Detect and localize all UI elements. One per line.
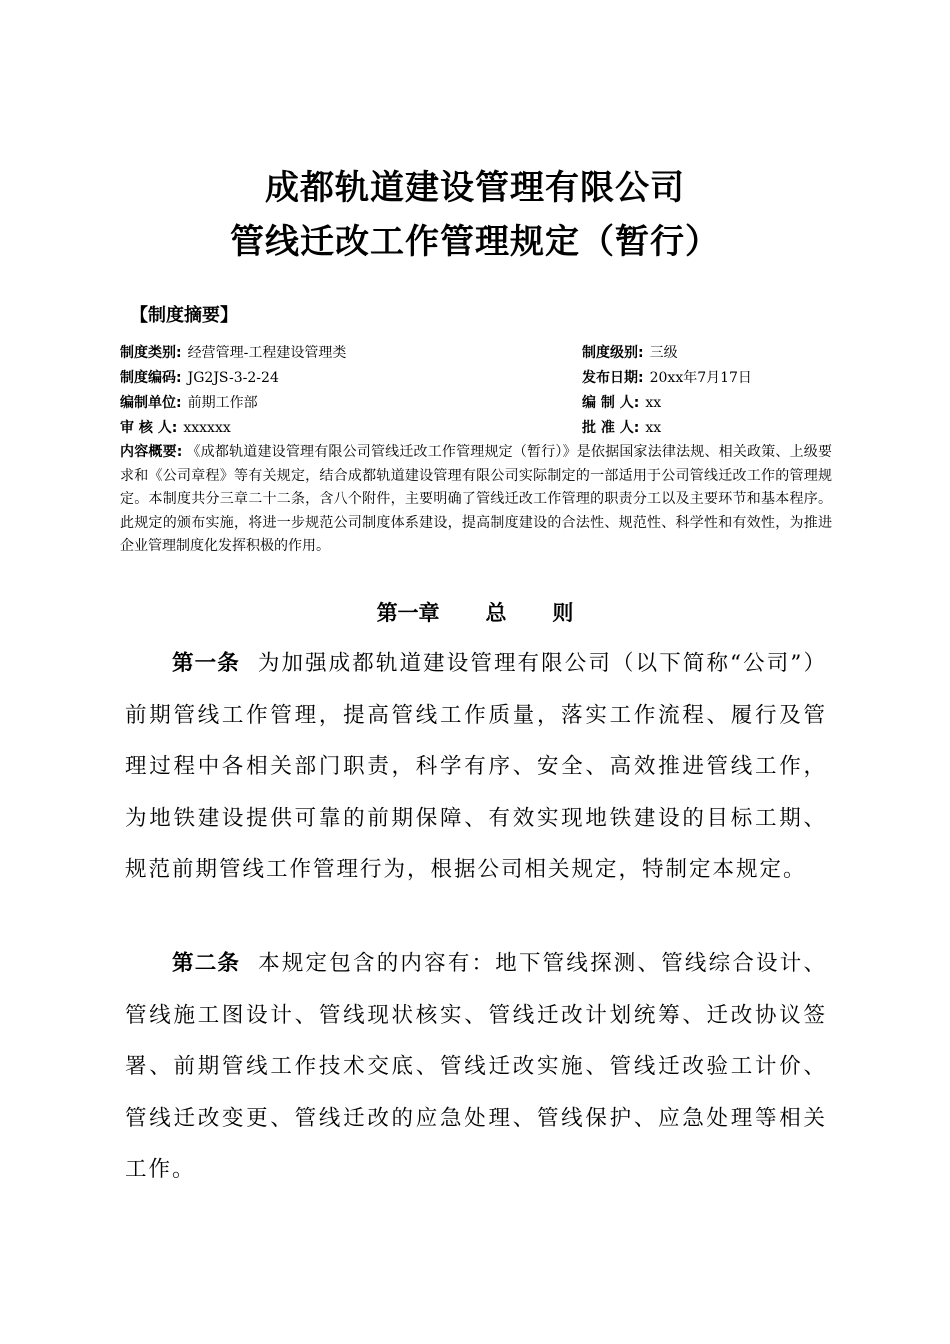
- date-value: 20xx年7月17日: [649, 370, 752, 386]
- level-value: 三级: [649, 345, 678, 361]
- approver-field: [582, 416, 661, 440]
- level-field: [582, 341, 678, 365]
- author-value: xx: [645, 395, 662, 411]
- author-label: 编 制 人:: [582, 395, 640, 411]
- meta-row-reviewer: [120, 416, 830, 440]
- date-field: [582, 366, 752, 390]
- article-1-text: 为加强成都轨道建设管理有限公司（以下简称“公司”）前期管线工作管理，提高管线工作质量，落实工作流程、履行及管理过程中各相关部门职责，科学有序、安全、高效推进管线工作，为地铁建设提供可靠的前期保障、有效实现地铁建设的目标工期、规范前期管线工作管理行为，根据公司相关规定，特制定本规定。: [125, 651, 827, 882]
- regulation-title: 管线迁改工作管理规定（暂行）: [230, 222, 720, 262]
- article-2-text: 本规定包含的内容有：地下管线探测、管线综合设计、管线施工图设计、管线现状核实、管线迁改计划统筹、迁改协议签署、前期管线工作技术交底、管线迁改实施、管线迁改验工计价、管线迁改变更、管线迁改的应急处理、管线保护、应急处理等相关工作。: [125, 951, 827, 1182]
- chapter-title: 第一章 总 则: [376, 601, 574, 625]
- code-value: JG2JS-3-2-24: [187, 370, 279, 386]
- unit-field: [120, 391, 258, 415]
- overview-label: 内容概要:: [120, 444, 183, 460]
- date-label: 发布日期:: [582, 370, 644, 386]
- summary-heading: 【制度摘要】: [130, 305, 238, 326]
- article-1-label: 第一条: [172, 651, 240, 676]
- approver-value: xx: [645, 420, 662, 436]
- approver-label: 批 准 人:: [582, 420, 640, 436]
- meta-row-category: [120, 341, 830, 365]
- overview-text: 《成都轨道建设管理有限公司管线迁改工作管理规定（暂行）》是依据国家法律法规、相关政策、上级要求和《公司章程》等有关规定，结合成都轨道建设管理有限公司实际制定的一部适用于公司管线迁改工作的管理规定。本制度共分三章二十二条，含八个附件，主要明确了管线迁改工作管理的职责分工以及主要环节和基本程序。此规定的颁布实施，将进一步规范公司制度体系建设，提高制度建设的合法性、规范性、科学性和有效性，为推进企业管理制度化发挥积极的作用。: [120, 444, 832, 554]
- code-field: [120, 366, 279, 390]
- category-value: 经营管理-工程建设管理类: [187, 345, 347, 361]
- reviewer-label: 审 核 人:: [120, 420, 178, 436]
- unit-label: 编制单位:: [120, 395, 182, 411]
- meta-row-unit: [120, 391, 830, 415]
- author-field: [582, 391, 661, 415]
- level-label: 制度级别:: [582, 345, 644, 361]
- meta-row-code: [120, 366, 830, 390]
- code-label: 制度编码:: [120, 370, 182, 386]
- category-label: 制度类别:: [120, 345, 182, 361]
- reviewer-value: xxxxxx: [183, 420, 231, 436]
- reviewer-field: [120, 416, 231, 440]
- category-field: [120, 341, 346, 365]
- article-2: [125, 938, 827, 1196]
- company-title: 成都轨道建设管理有限公司: [265, 168, 685, 208]
- unit-value: 前期工作部: [187, 395, 258, 411]
- article-1: [125, 638, 827, 896]
- overview-paragraph: [120, 441, 832, 559]
- article-2-label: 第二条: [172, 951, 241, 976]
